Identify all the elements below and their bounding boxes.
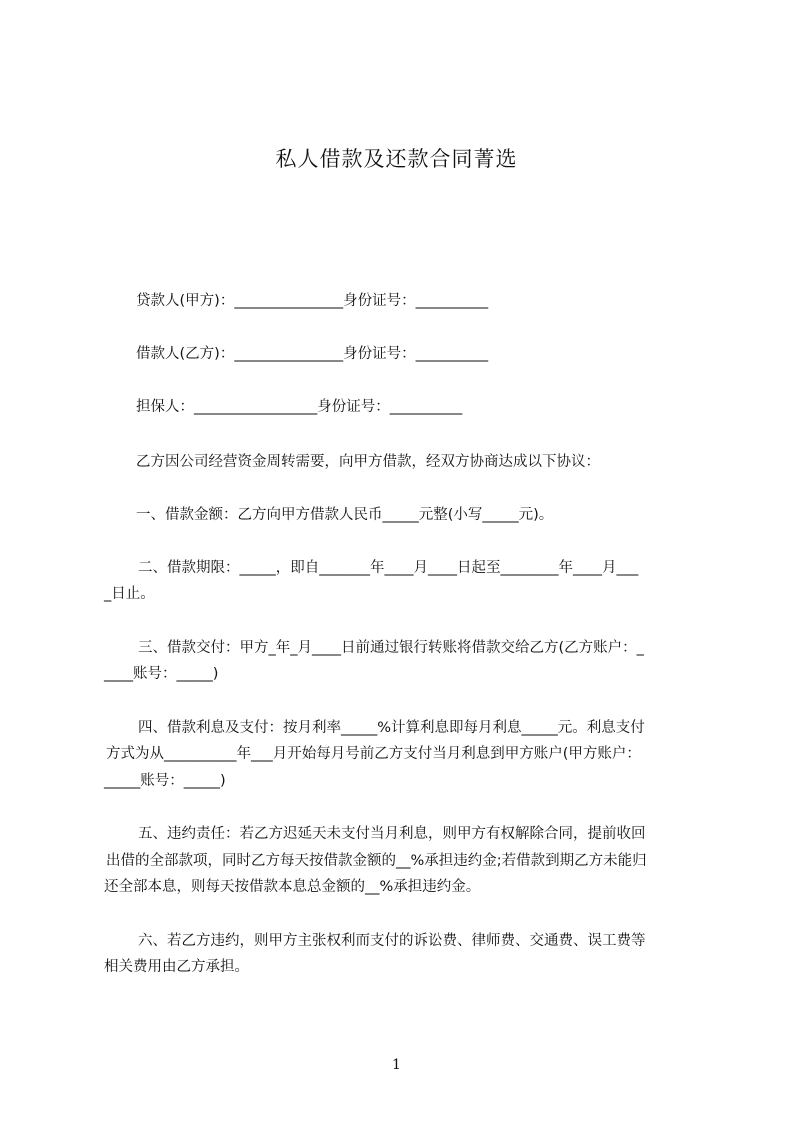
guarantor-line: 担保人：_________________身份证号：__________ [136, 399, 463, 415]
clause-3-line-1: 三、借款交付：甲方_年_月____日前通过银行转账将借款交给乙方(乙方账户：_ [138, 640, 644, 656]
clause-2-line-2: _日止。 [104, 586, 155, 602]
clause-6-line-1: 六、若乙方违约，则甲方主张权利而支付的诉讼费、律师费、交通费、误工费等 [138, 933, 646, 949]
clause-2-line-1: 二、借款期限：_____，即自_______年____月____日起至________年____月___ [138, 560, 639, 576]
clause-5-line-1: 五、违约责任：若乙方迟延天未支付当月利息，则甲方有权解除合同，提前收回 [138, 826, 646, 842]
clause-4-line-1: 四、借款利息及支付：按月利率_____%计算利息即每月利息_____元。利息支付 [138, 720, 645, 736]
page-number: 1 [392, 1057, 401, 1073]
borrower-line: 借款人(乙方)：_______________身份证号：__________ [136, 346, 489, 362]
clause-4-line-2: 方式为从__________年___月开始每月号前乙方支付当月利息到甲方账户(甲方账户： [106, 746, 641, 762]
clause-3-line-2: ____账号：_____) [104, 666, 219, 682]
clause-5-line-2: 出借的全部款项，同时乙方每天按借款金额的__%承担违约金;若借款到期乙方未能归 [106, 853, 647, 869]
clause-1-line: 一、借款金额：乙方向甲方借款人民币_____元整(小写_____元)。 [136, 507, 554, 523]
clause-6-line-2: 相关费用由乙方承担。 [104, 959, 249, 975]
clause-4-line-3: _____账号：_____) [104, 773, 226, 789]
clause-5-line-3: 还全部本息，则每天按借款本息总金额的__%承担违约金。 [104, 879, 481, 895]
lender-line: 贷款人(甲方)：_______________身份证号：__________ [136, 293, 489, 309]
preamble-line: 乙方因公司经营资金周转需要，向甲方借款，经双方协商达成以下协议： [136, 454, 600, 470]
document-title: 私人借款及还款合同菁选 [275, 147, 518, 171]
